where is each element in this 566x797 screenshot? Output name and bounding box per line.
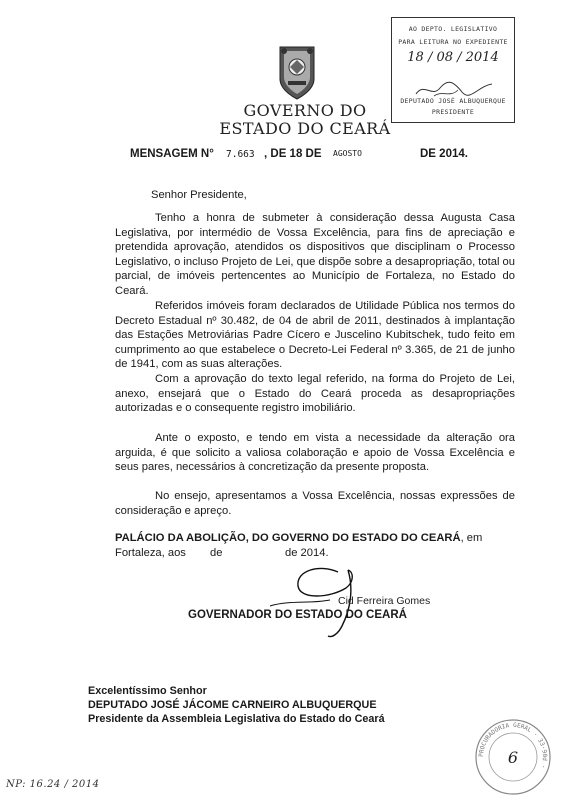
salutation: Senhor Presidente,: [151, 189, 247, 201]
palace-date-a: Fortaleza, aos: [115, 546, 186, 559]
paragraph-text: Ante o exposto, e tendo em vista a necessidade da alteração ora arguida, é que solicito a valiosa colaboração e apoio de Vossa Excelência e seus pares, necessários à concretização da presente proposta.: [115, 432, 515, 474]
letterhead-line-1: GOVERNO DO: [243, 101, 367, 120]
paragraph-text: Tenho a honra de submeter à consideração dessa Augusta Casa Legislativa, por intermédio de Vossa Excelência, para fins de apreciação e pretendida aprovação, atendidos os dispositivos que disciplinam o Processo Legislativo, o incluso Projeto de Lei, que dispõe sobre a desapropriação, total ou parcial, de imóveis pertencentes ao Município de Fortaleza, no Estado do Ceará.: [115, 212, 515, 297]
state-crest-icon: [276, 45, 318, 101]
message-year-label: DE 2014.: [420, 148, 468, 160]
page-number: 6: [507, 748, 519, 767]
message-month: AGOSTO: [333, 149, 362, 158]
addressee-line-3: Presidente da Assembleia Legislativa do Estado do Ceará: [88, 713, 385, 725]
seal-text: PROCURADORIA GERAL · 33·90d ·: [477, 721, 549, 770]
letterhead-line-2: ESTADO DO CEARÁ: [219, 119, 391, 138]
protocol-stamp: [391, 17, 515, 123]
message-number: 7.663: [226, 149, 255, 160]
addressee-line-2: DEPUTADO JOSÉ JÁCOME CARNEIRO ALBUQUERQUE: [88, 699, 377, 711]
palace-date-c: de 2014.: [285, 546, 329, 559]
palace-date-b: de: [210, 546, 223, 559]
paragraph-text: Com a aprovação do texto legal referido, na forma do Projeto de Lei, anexo, ensejará que o Estado do Ceará proceda as desapropriações autorizadas e o consequente registro imobiliário.: [115, 373, 515, 415]
paragraph-1: [115, 211, 515, 299]
signer-title: GOVERNADOR DO ESTADO DO CEARÁ: [188, 609, 407, 621]
palace-name: PALÁCIO DA ABOLIÇÃO, DO GOVERNO DO ESTADO DO CEARÁ: [115, 532, 461, 544]
paragraph-2: [115, 299, 515, 372]
stamp-date: 18 / 08 / 2014: [407, 50, 499, 65]
paragraph-3: [115, 372, 515, 416]
footer-handwriting: NP: 16.24 / 2014: [6, 779, 100, 790]
paragraph-4: [115, 431, 515, 475]
message-day-label: , DE 18 DE: [264, 148, 322, 160]
paragraph-text: Referidos imóveis foram declarados de Utilidade Pública nos termos do Decreto Estadual nº 30.482, de 04 de abril de 2011, destinados à implantação das Estações Metroviárias Padre Cícero e Juscelino Kubitschek, tudo feito em cumprimento ao que estabelece o Decreto-Lei Federal nº 3.365, de 21 de junho de 1941, com as suas alterações.: [115, 300, 515, 371]
palace-closing: [115, 531, 515, 561]
paragraph-text: No ensejo, apresentamos a Vossa Excelência, nossas expressões de consideração e apreço.: [115, 490, 515, 517]
addressee-line-1: Excelentíssimo Senhor: [88, 685, 207, 697]
palace-rest: , em: [460, 532, 483, 544]
stamp-line-3: DEPUTADO JOSÉ ALBUQUERQUE: [400, 97, 506, 105]
procuradoria-seal-icon: [473, 717, 553, 797]
stamp-line-1: AO DEPTO. LEGISLATIVO: [408, 25, 498, 33]
stamp-line-4: PRESIDENTE: [431, 108, 475, 116]
stamp-line-2: PARA LEITURA NO EXPEDIENTE: [398, 38, 508, 46]
message-label: MENSAGEM N°: [130, 148, 214, 160]
signer-name: Cid Ferreira Gomes: [338, 595, 431, 607]
paragraph-5: [115, 489, 515, 518]
